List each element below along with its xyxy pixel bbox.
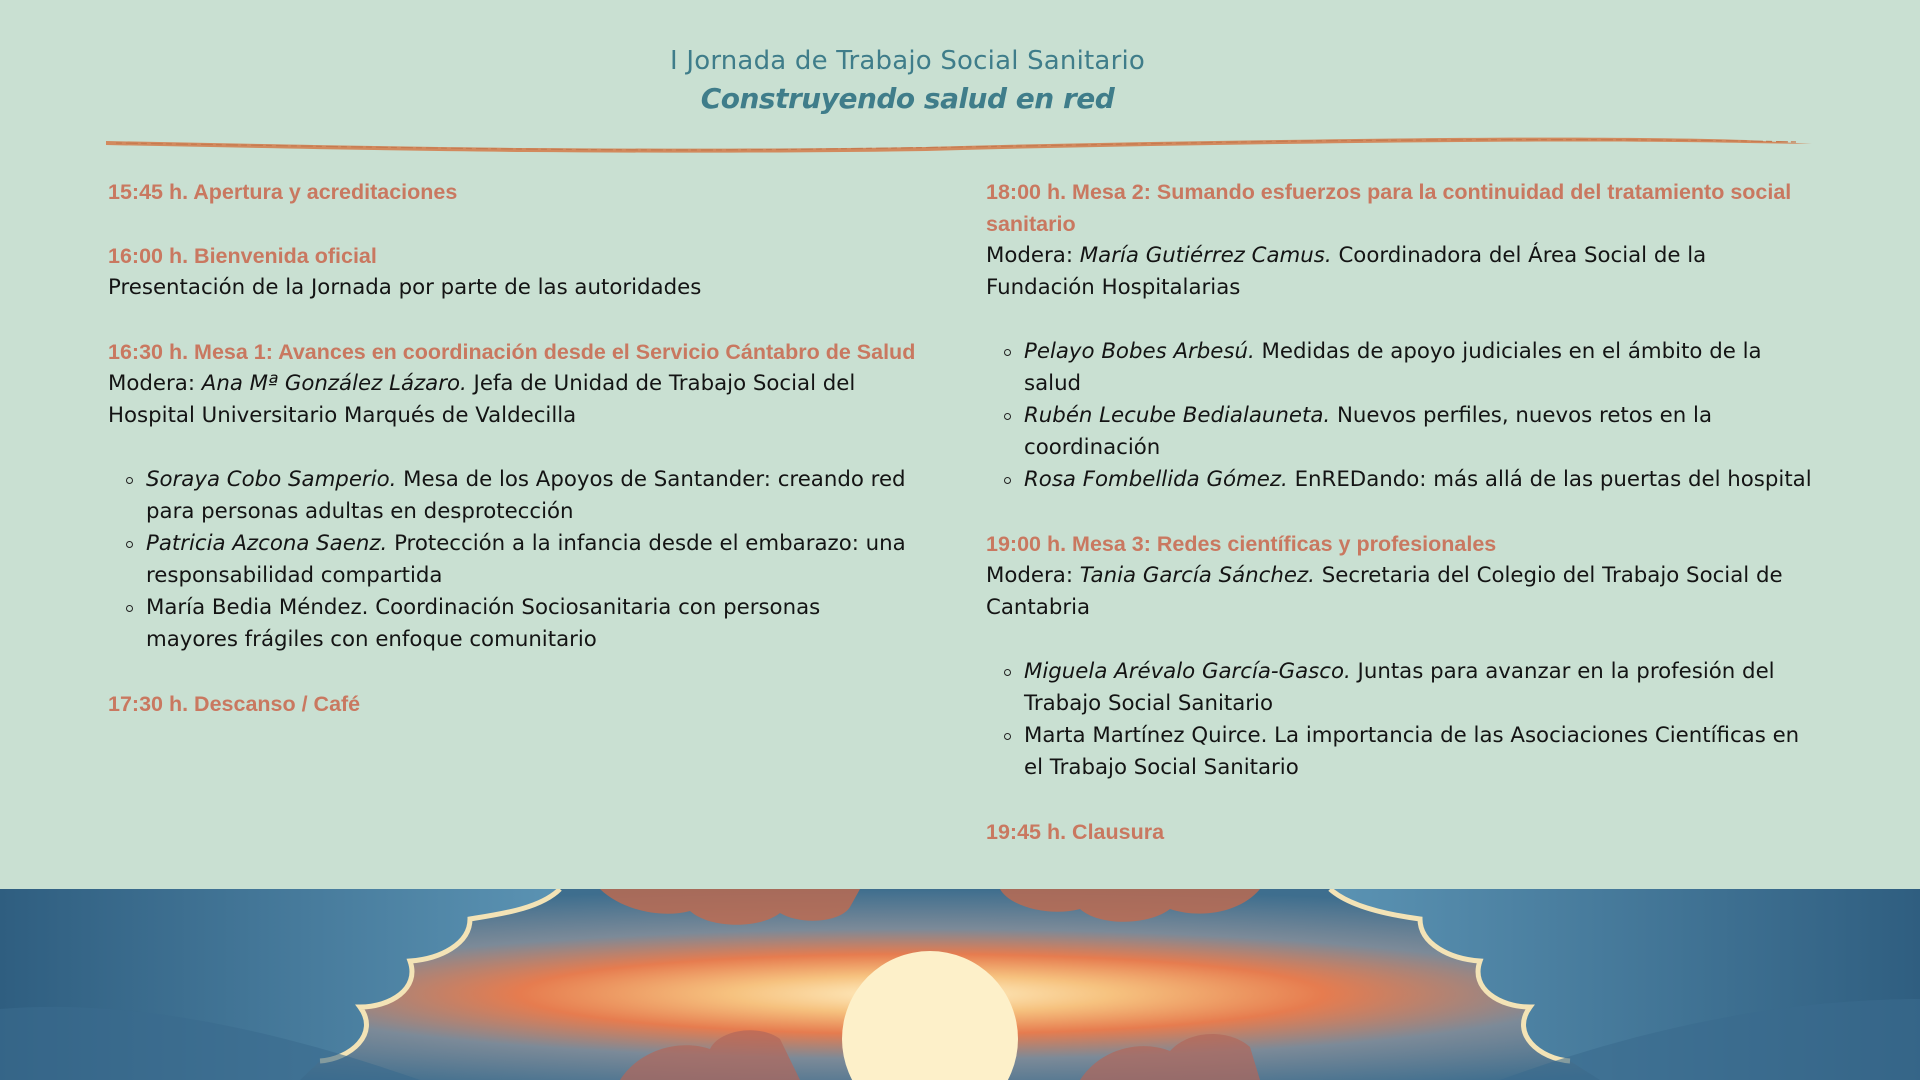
speaker-name: Miguela Arévalo García-Gasco. xyxy=(1024,659,1351,684)
agenda-item-break xyxy=(108,688,918,720)
speaker-name: Soraya Cobo Samperio. xyxy=(146,467,397,492)
talk-item xyxy=(146,464,918,528)
talk-item xyxy=(146,528,918,592)
program-right-column xyxy=(986,176,1812,880)
moderator-prefix: Modera: xyxy=(108,371,202,396)
program-left-column xyxy=(108,176,918,752)
moderator-role: Secretaria del Colegio del Trabajo Social de Cantabria xyxy=(986,563,1783,620)
talk-item xyxy=(1024,400,1812,464)
talk-title: María Bedia Méndez. Coordinación Sociosanitaria con personas mayores frágiles con enfoque comunitario xyxy=(146,595,821,652)
talk-list xyxy=(108,464,918,656)
talk-item xyxy=(1024,720,1812,784)
agenda-heading: 15:45 h. Apertura y acreditaciones xyxy=(108,180,458,204)
agenda-item-opening xyxy=(108,176,918,208)
moderator-name: María Gutiérrez Camus. xyxy=(1079,243,1332,268)
event-header xyxy=(0,46,1815,115)
agenda-item-mesa-3 xyxy=(986,528,1812,784)
agenda-description: Presentación de la Jornada por parte de las autoridades xyxy=(108,275,702,300)
talk-item xyxy=(1024,336,1812,400)
talk-title: Nuevos perfiles, nuevos retos en la coordinación xyxy=(1024,403,1713,460)
talk-title: EnREDando: más allá de las puertas del hospital xyxy=(1287,467,1812,492)
agenda-heading: 16:30 h. Mesa 1: Avances en coordinación desde el Servicio Cántabro de Salud xyxy=(108,340,916,364)
agenda-item-closing xyxy=(986,816,1812,848)
agenda-item-mesa-1 xyxy=(108,336,918,656)
talk-list xyxy=(986,656,1812,784)
agenda-heading: 19:45 h. Clausura xyxy=(986,820,1165,844)
moderator-line xyxy=(986,240,1812,304)
agenda-heading: 19:00 h. Mesa 3: Redes científicas y profesionales xyxy=(986,532,1497,556)
talk-title: Protección a la infancia desde el embarazo: una responsabilidad compartida xyxy=(146,531,906,588)
event-title: I Jornada de Trabajo Social Sanitario xyxy=(670,46,1145,76)
moderator-name: Tania García Sánchez. xyxy=(1079,563,1315,588)
moderator-line xyxy=(986,560,1812,624)
moderator-role: Jefa de Unidad de Trabajo Social del Hospital Universitario Marqués de Valdecilla xyxy=(108,371,856,428)
moderator-prefix: Modera: xyxy=(986,563,1080,588)
moderator-line xyxy=(108,368,918,432)
agenda-heading: 17:30 h. Descanso / Café xyxy=(108,692,361,716)
agenda-heading: 18:00 h. Mesa 2: Sumando esfuerzos para la continuidad del tratamiento social sanitario xyxy=(986,180,1792,236)
speaker-name: Rosa Fombellida Gómez. xyxy=(1024,467,1288,492)
moderator-prefix: Modera: xyxy=(986,243,1080,268)
event-subtitle: Construyendo salud en red xyxy=(700,82,1115,115)
brush-divider xyxy=(106,130,1812,156)
talk-item xyxy=(146,592,918,656)
speaker-name: Patricia Azcona Saenz. xyxy=(146,531,388,556)
agenda-item-mesa-2 xyxy=(986,176,1812,496)
talk-title: Mesa de los Apoyos de Santander: creando red para personas adultas en desprotección xyxy=(146,467,906,524)
talk-title: Medidas de apoyo judiciales en el ámbito de la salud xyxy=(1024,339,1762,396)
talk-list xyxy=(986,336,1812,496)
agenda-heading: 16:00 h. Bienvenida oficial xyxy=(108,244,377,268)
talk-title: Marta Martínez Quirce. La importancia de las Asociaciones Científicas en el Trabajo Social Sanitario xyxy=(1024,723,1800,780)
speaker-name: Pelayo Bobes Arbesú. xyxy=(1024,339,1255,364)
sunset-clouds-illustration xyxy=(0,889,1920,1080)
moderator-role: Coordinadora del Área Social de la Fundación Hospitalarias xyxy=(986,243,1707,300)
talk-item xyxy=(1024,464,1812,496)
moderator-name: Ana Mª González Lázaro. xyxy=(201,371,467,396)
talk-item xyxy=(1024,656,1812,720)
speaker-name: Rubén Lecube Bedialauneta. xyxy=(1024,403,1331,428)
talk-title: Juntas para avanzar en la profesión del Trabajo Social Sanitario xyxy=(1024,659,1775,716)
agenda-item-welcome xyxy=(108,240,918,304)
